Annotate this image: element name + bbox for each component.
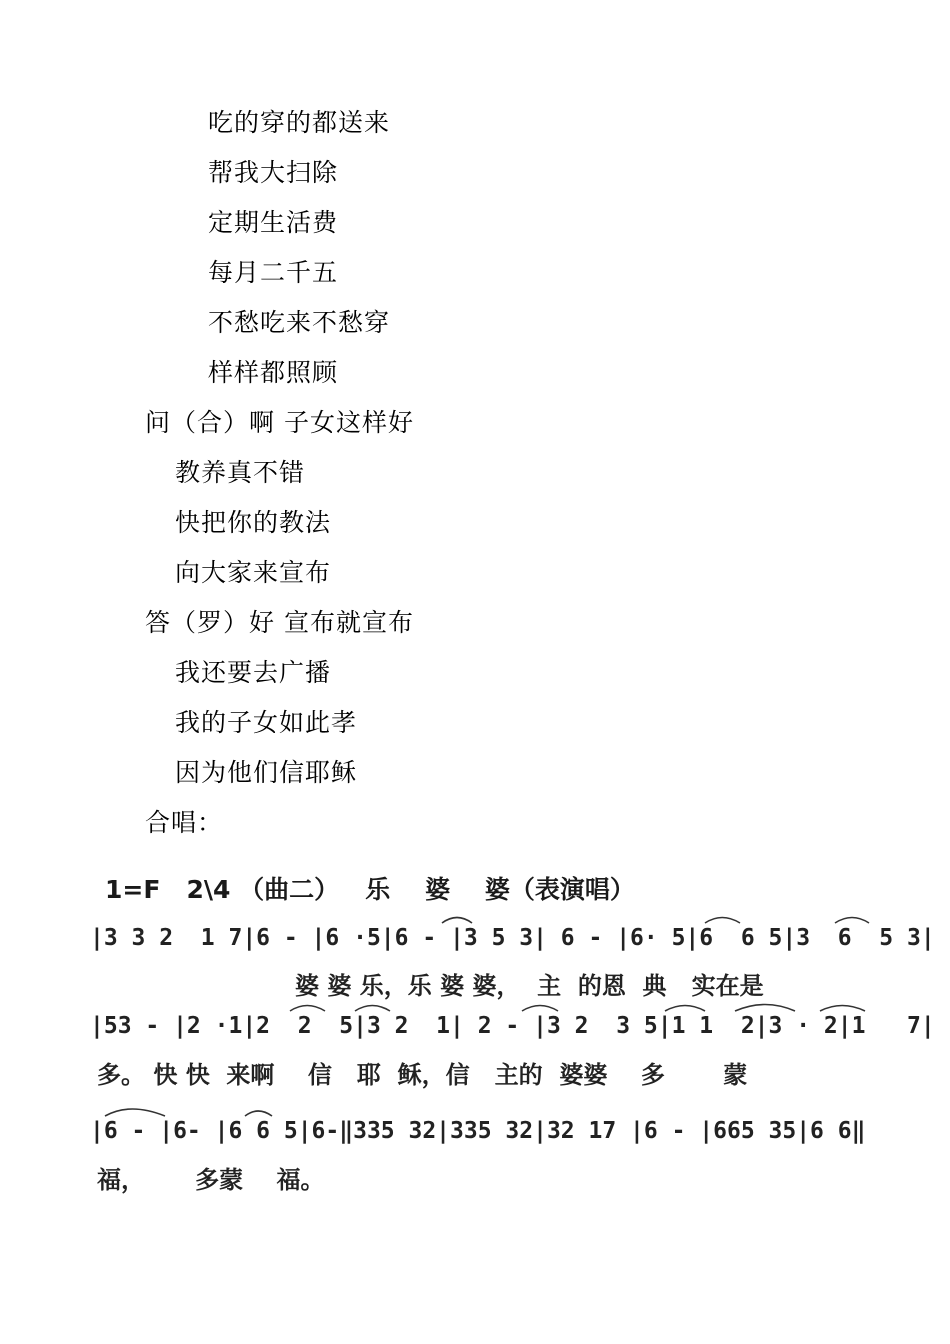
lyric-line: 不愁吃来不愁穿	[208, 308, 391, 337]
lyric-line: 每月二千五	[208, 258, 339, 287]
score-notes-row-3: |6 - |6- |6 6 5|6-‖335 32|335 32|32 17 |6 - |665 35|6 6‖	[90, 1118, 866, 1144]
slur-mark	[705, 918, 740, 924]
lyric-line: 我还要去广播	[175, 658, 332, 687]
lyric-line: 教养真不错	[175, 458, 306, 487]
slur-mark	[290, 1006, 325, 1012]
slur-mark	[820, 1006, 865, 1012]
score-lyrics-row-3: 福， 多蒙 福。	[97, 1166, 325, 1194]
lyric-line: 样样都照顾	[208, 358, 339, 387]
slur-mark	[522, 1006, 558, 1012]
score-lyrics-row-1: 婆 婆 乐，乐 婆 婆， 主 的恩 典 实在是	[295, 972, 764, 1000]
chorus-label: 合唱：	[145, 808, 224, 837]
slur-mark	[835, 918, 869, 924]
slur-mark	[245, 1111, 272, 1116]
slur-mark	[355, 1006, 390, 1012]
lyric-line: 我的子女如此孝	[175, 708, 358, 737]
lyric-line: 问（合）啊 子女这样好	[145, 408, 414, 437]
slur-mark	[665, 1006, 705, 1012]
score-lyrics-row-2: 多。 快 快 来啊 信 耶 稣，信 主的 婆婆 多 蒙	[97, 1061, 748, 1089]
slur-mark	[442, 918, 472, 924]
lyric-line: 快把你的教法	[175, 508, 332, 537]
score-notes-row-2: |53 - |2 ·1|2 2 5|3 2 1| 2 - |3 2 3 5|1 1 2|3 · 2|1 7|	[90, 1013, 935, 1039]
score-notes-row-1: |3 3 2 1 7|6 - |6 ·5|6 - |3 5 3| 6 - |6· 5|6 6 5|3 6 5 3|	[90, 925, 935, 951]
lyric-line: 因为他们信耶稣	[175, 758, 358, 787]
lyric-line: 定期生活费	[208, 208, 339, 237]
lyric-line: 向大家来宣布	[175, 558, 332, 587]
lyric-line: 答（罗）好 宣布就宣布	[145, 608, 414, 637]
lyric-line: 帮我大扫除	[208, 158, 339, 187]
slur-mark	[105, 1109, 165, 1116]
slur-mark	[735, 1005, 795, 1012]
lyric-line: 吃的穿的都送来	[208, 108, 391, 137]
score-title: 1=F 2\4 （曲二） 乐 婆 婆（表演唱）	[105, 875, 635, 904]
